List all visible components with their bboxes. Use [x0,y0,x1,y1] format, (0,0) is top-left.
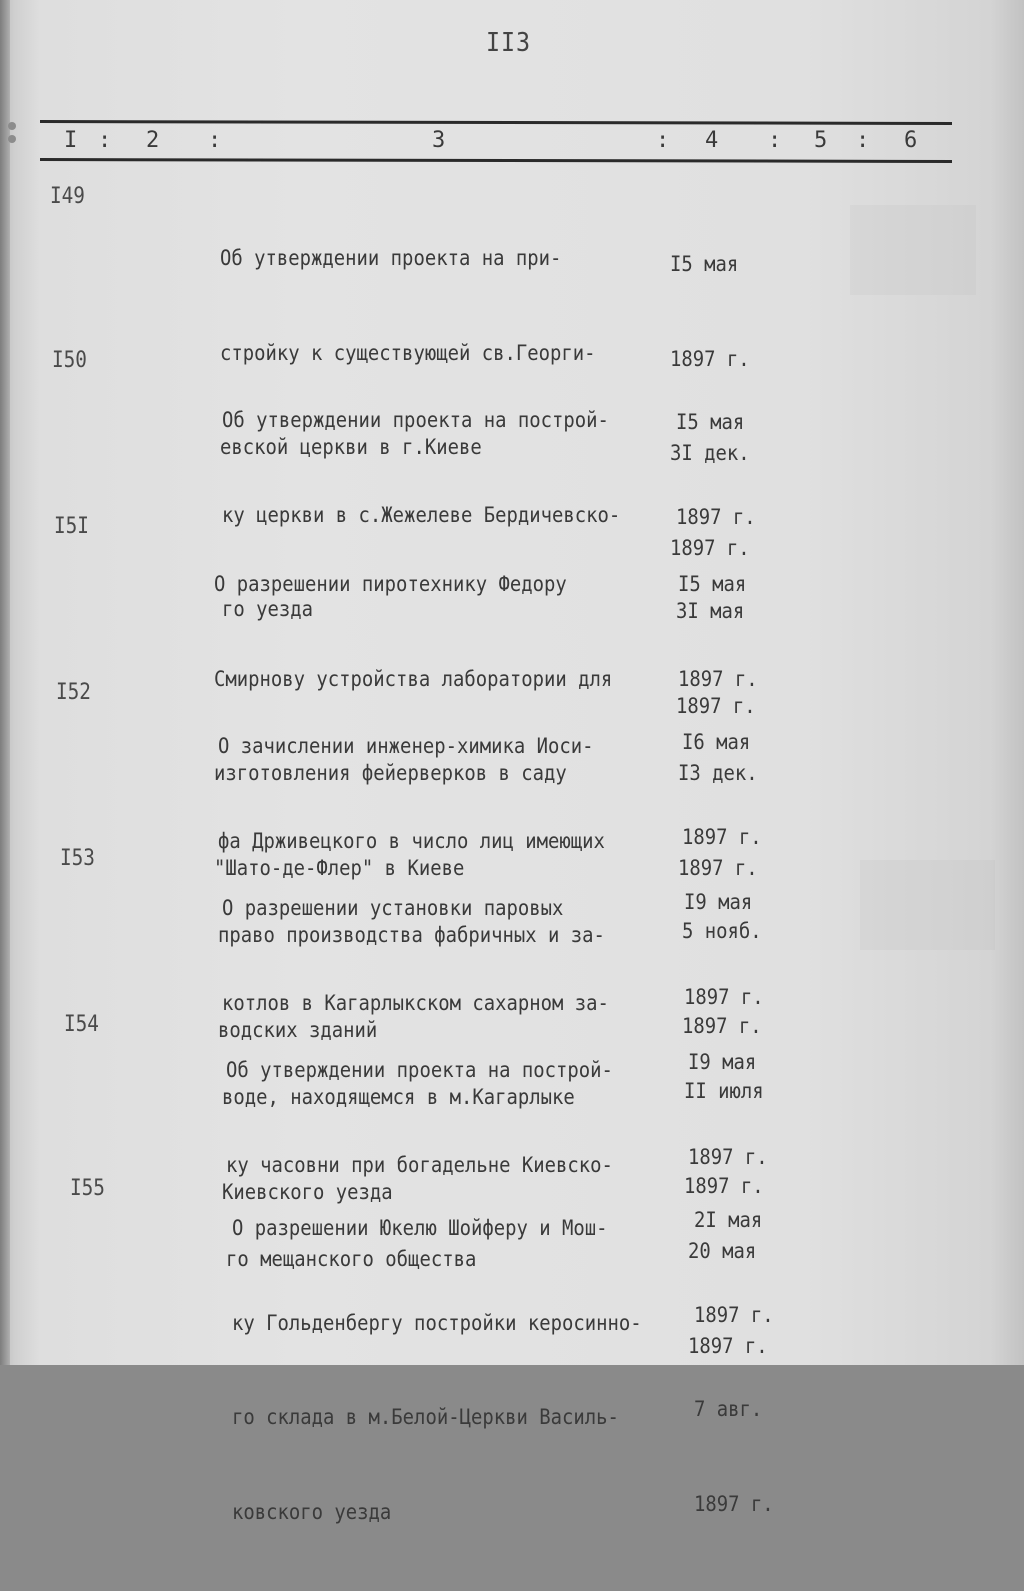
entry-number: I54 [64,1012,99,1037]
title-line: го мещанского общества [226,1247,477,1271]
date-line: I5 мая [670,252,739,276]
title-line: водских зданий [218,1017,378,1042]
date-line: 1897 г. [684,984,764,1009]
date-line: 1897 г. [684,1173,764,1198]
date-line: 1897 г. [678,666,758,691]
column-6-header: 6 [904,128,918,153]
date-line: 5 нояб. [682,919,762,943]
entry-number: I50 [52,348,87,373]
title-line: фа Држивецкого в число лиц имеющих [218,828,605,853]
date-line: 3I дек. [670,441,750,465]
date-line: 20 мая [688,1239,757,1263]
table-header [0,124,1024,158]
title-line: ковского уезда [232,1499,392,1524]
column-separator: : [98,128,112,153]
date-line: 1897 г. [682,824,762,849]
page-number: II3 [486,28,531,58]
date-line: 3I мая [676,599,745,623]
title-line: го уезда [222,597,314,621]
title-line: стройку к существующей св.Георги- [220,340,596,365]
bleed-through-shadow [860,860,995,950]
date-line: 1897 г. [682,1013,762,1038]
title-line: Смирнову устройства лаборатории для [214,666,613,691]
entry-number: I5I [54,514,89,539]
column-1-header: I [64,128,78,153]
column-separator: : [656,128,670,153]
title-line: Киевского уезда [222,1179,393,1204]
column-separator: : [856,128,870,153]
title-line: Об утверждении проекта на построй- [222,408,609,432]
date-line: 1897 г. [688,1333,768,1358]
date-line: 1897 г. [676,693,756,718]
entry-number: I52 [56,680,91,705]
date-line: I6 мая [682,730,751,754]
column-2-header: 2 [146,128,160,153]
date-line: I5 мая [676,410,745,434]
date-line: 1897 г. [694,1302,774,1327]
entry-number: I53 [60,846,95,871]
date-line: 2I мая [694,1208,763,1232]
title-line: О зачислении инженер-химика Иоси- [218,734,594,758]
title-line: го склада в м.Белой-Церкви Василь- [232,1405,619,1429]
entry-number: I55 [70,1176,105,1201]
title-line: изготовления фейерверков в саду [214,761,567,785]
title-line: Об утверждении проекта на построй- [226,1058,613,1082]
bleed-through-shadow [850,205,976,295]
column-separator: : [768,128,782,153]
column-5-header: 5 [814,128,828,153]
entry-number: I49 [50,184,85,209]
entry-dates [694,1142,774,1583]
title-line: О разрешении Юкелю Шойферу и Мош- [232,1216,608,1240]
title-line: Об утверждении проекта на при- [220,246,562,270]
date-line: 1897 г. [670,535,750,560]
date-line: I3 дек. [678,761,758,785]
date-line: 1897 г. [676,504,756,529]
header-bottom-rule [40,158,952,163]
column-4-header: 4 [705,128,719,153]
date-line: 7 авг. [694,1397,763,1421]
column-3-header: 3 [432,128,446,153]
date-line: II июля [684,1079,764,1103]
date-line: 1897 г. [670,346,750,371]
title-line: О разрешении установки паровых [222,896,564,920]
title-line: ку часовни при богадельне Киевско- [226,1152,613,1177]
date-line: 1897 г. [678,855,758,880]
title-line: право производства фабричных и за- [218,923,605,947]
page-binding-edge [0,0,10,1365]
title-line: ку Гольденбергу постройки керосинно- [232,1310,642,1335]
title-line: воде, находящемся в м.Кагарлыке [222,1085,575,1109]
title-line: евской церкви в г.Киеве [220,435,482,459]
column-separator: : [208,128,222,153]
title-line: ку церкви в с.Жежелеве Бердичевско- [222,502,621,527]
date-line: I9 мая [688,1050,757,1074]
title-line: О разрешении пиротехнику Федору [214,572,567,596]
entry-title [232,1150,642,1591]
date-line: 1897 г. [688,1144,768,1169]
date-line: I5 мая [678,572,747,596]
title-line: "Шато-де-Флер" в Киеве [214,855,465,880]
title-line: котлов в Кагарлыкском сахарном за- [222,990,609,1015]
date-line: 1897 г. [694,1491,774,1516]
date-line: I9 мая [684,890,753,914]
